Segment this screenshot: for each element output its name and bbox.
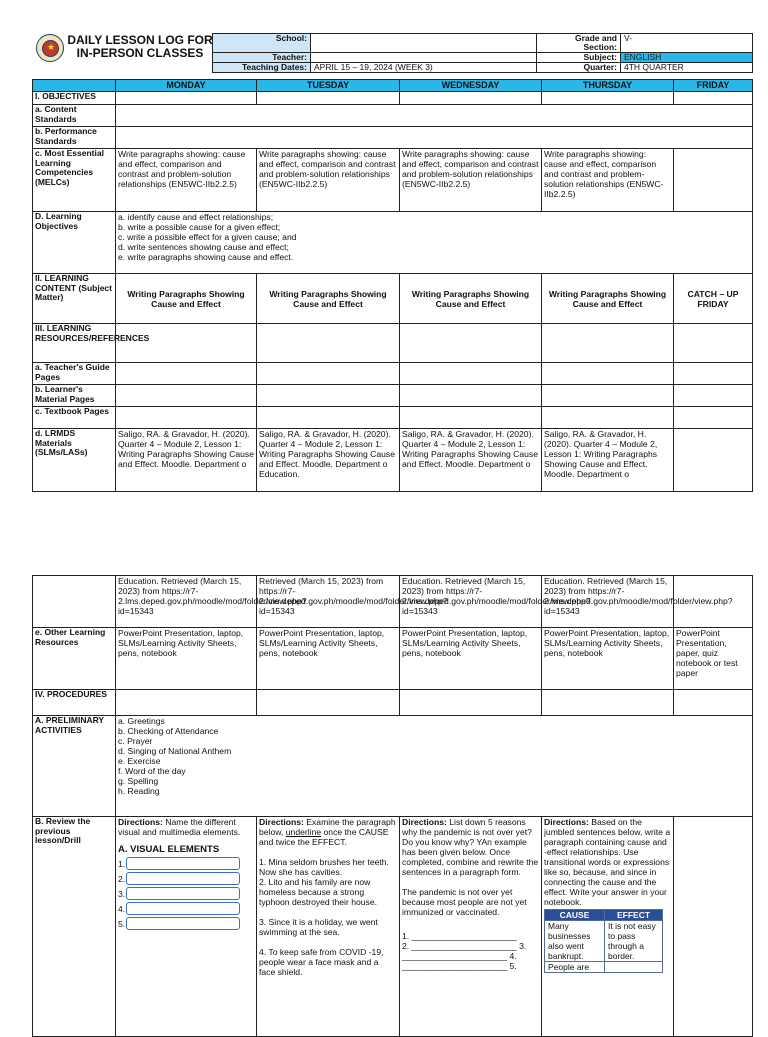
objective-item: b. write a possible cause for a given effect;	[118, 222, 281, 232]
row-label-tg-pages: a. Teacher's Guide Pages	[33, 363, 116, 385]
learning-objectives-list	[116, 212, 753, 274]
day-header-blank	[33, 80, 116, 92]
directions-label: Directions:	[402, 817, 447, 827]
topic-thursday: Writing Paragraphs Showing Cause and Effect	[542, 274, 674, 324]
tuesday-item: 1. Mina seldom brushes her teeth. Now she has cavities.	[259, 857, 389, 877]
visual-elements-heading: A. VISUAL ELEMENTS	[118, 844, 220, 855]
topic-monday: Writing Paragraphs Showing Cause and Effect	[116, 274, 257, 324]
topic-wednesday: Writing Paragraphs Showing Cause and Effect	[400, 274, 542, 324]
preliminary-activities-list	[116, 716, 753, 817]
review-friday	[674, 817, 753, 1037]
melc-tuesday: Write paragraphs showing: cause and effect, comparison and contrast and problem-solution relationships (EN5WC-IIb2.2.5)	[257, 149, 400, 212]
row-label-procedures: IV. PROCEDURES	[33, 690, 116, 716]
objective-item: d. write sentences showing cause and effect;	[118, 242, 289, 252]
row-label-learning-objectives: D. Learning Objectives	[33, 212, 116, 274]
preliminary-item: f. Word of the day	[118, 766, 186, 776]
teacher-value[interactable]	[311, 53, 537, 63]
answer-line-5: 5.	[118, 917, 254, 930]
preliminary-item: h. Reading	[118, 786, 160, 796]
tuesday-item: 3. Since it is a holiday, we went swimming at the sea.	[259, 917, 378, 937]
row-label-review: B. Review the previous lesson/Drill	[33, 817, 116, 1037]
answer-line-1: 1.	[118, 857, 254, 870]
day-header-tuesday: TUESDAY	[257, 80, 400, 92]
review-monday: Directions: Name the different visual and multimedia elements. A. VISUAL ELEMENTS 1. 2. 3. 4. 5.	[116, 817, 257, 1037]
subject-value[interactable]: ENGLISH	[621, 53, 753, 63]
grade-value[interactable]: V-	[621, 34, 753, 53]
tuesday-item: 4. To keep safe from COVID -19, people wear a face mask and a face shield.	[259, 947, 384, 977]
lrmds-cont-tuesday: Retrieved (March 15, 2023) from https://r7-2.lms.deped.gov.ph/moodle/mod/folder/view.php?id=15343	[257, 576, 400, 628]
answer-box-4[interactable]	[126, 902, 240, 915]
lrmds-thursday: Saligo, RA. & Gravador, H. (2020). Quarter 4 – Module 2, Lesson 1: Writing Paragraphs Showing Cause and Effect. Moodle. Department o	[542, 429, 674, 492]
preliminary-item: d. Singing of National Anthem	[118, 746, 232, 756]
lesson-log-table-page2	[32, 575, 753, 1037]
row-label-textbook-pages: c. Textbook Pages	[33, 407, 116, 429]
lrmds-tuesday: Saligo, RA. & Gravador, H. (2020). Quarter 4 – Module 2, Lesson 1: Writing Paragraphs Showing Cause and Effect. Moodle. Department o Education.	[257, 429, 400, 492]
preliminary-item: a. Greetings	[118, 716, 165, 726]
day-header-friday: FRIDAY	[674, 80, 753, 92]
other-resources-friday: PowerPoint Presentation, paper, quiz notebook or test paper	[674, 628, 753, 690]
blank-line[interactable]: 2. ______________________ 3.	[402, 941, 527, 951]
performance-standards-cell	[116, 127, 753, 149]
answer-box-3[interactable]	[126, 887, 240, 900]
day-header-thursday: THURSDAY	[542, 80, 674, 92]
preliminary-item: b. Checking of Attendance	[118, 726, 219, 736]
topic-tuesday: Writing Paragraphs Showing Cause and Effect	[257, 274, 400, 324]
day-header-monday: MONDAY	[116, 80, 257, 92]
melc-monday: Write paragraphs showing: cause and effect, comparison and contrast and problem-solution relationships (EN5WC-IIb2.2.5)	[116, 149, 257, 212]
other-resources-wednesday: PowerPoint Presentation, laptop, SLMs/Learning Activity Sheets, pens, notebook	[400, 628, 542, 690]
review-thursday: Directions: Based on the jumbled sentences below, write a paragraph containing cause and -effect relationships. Use transitional words or expressions like so, because, and since in connecting the cause and the effect. Write your answer in your notebook. CAUSE EFFECT Many businesses also went bankrupt. It is not easy to pass through a border. People are	[542, 817, 674, 1037]
lesson-log-table-page1	[32, 79, 753, 492]
melc-thursday: Write paragraphs showing: cause and effect, comparison and contrast and problem-solution relationships (EN5WC-IIb2.2.5)	[542, 149, 674, 212]
effect-cell: It is not easy to pass through a border.	[605, 921, 663, 962]
row-label-lm-pages: b. Learner's Material Pages	[33, 385, 116, 407]
blank-line[interactable]: 1. ______________________	[402, 931, 517, 941]
lrmds-wednesday: Saligo, RA. & Gravador, H. (2020). Quarter 4 – Module 2, Lesson 1: Writing Paragraphs Showing Cause and Effect. Moodle. Department o	[400, 429, 542, 492]
header-info-table	[212, 33, 753, 73]
directions-label: Directions:	[544, 817, 589, 827]
answer-line-2: 2.	[118, 872, 254, 885]
lrmds-cont-wednesday: Education. Retrieved (March 15, 2023) from https://r7-2.lms.deped.gov.ph/moodle/mod/folder/view.php?id=15343	[400, 576, 542, 628]
day-header-wednesday: WEDNESDAY	[400, 80, 542, 92]
row-label-content-standards: a. Content Standards	[33, 105, 116, 127]
lrmds-monday: Saligo, RA. & Gravador, H. (2020). Quarter 4 – Module 2, Lesson 1: Writing Paragraphs Showing Cause and Effect. Moodle. Department o	[116, 429, 257, 492]
grade-label: Grade and Section:	[537, 34, 621, 53]
blank-line[interactable]: ______________________ 5.	[402, 961, 517, 971]
effect-cell	[605, 962, 663, 973]
row-label-preliminary: A. PRELIMINARY ACTIVITIES	[33, 716, 116, 817]
topic-friday: CATCH – UP FRIDAY	[674, 274, 753, 324]
teacher-label: Teacher:	[213, 53, 311, 63]
dates-value[interactable]: APRIL 15 – 19, 2024 (WEEK 3)	[311, 63, 537, 73]
quarter-value[interactable]: 4TH QUARTER	[621, 63, 753, 73]
preliminary-item: g. Spelling	[118, 776, 159, 786]
quarter-label: Quarter:	[537, 63, 621, 73]
objective-item: a. identify cause and effect relationships;	[118, 212, 274, 222]
row-label-performance-standards: b. Performance Standards	[33, 127, 116, 149]
cause-cell: Many businesses also went bankrupt.	[545, 921, 605, 962]
melc-wednesday: Write paragraphs showing: cause and effect, comparison and contrast and problem-solution relationships (EN5WC-IIb2.2.5)	[400, 149, 542, 212]
answer-line-4: 4.	[118, 902, 254, 915]
review-wednesday: Directions: List down 5 reasons why the pandemic is not over yet? Do you know why? YAn example has been given below. Once completed, combine and rewrite the sentences in a paragraph form. The pandemic is not over yet because most people are not yet immunized or vaccinated. 1. ______________________ 2. ______________________ 3. ______________________ 4. ______________________ 5.	[400, 817, 542, 1037]
school-value[interactable]	[311, 34, 537, 53]
answer-line-3: 3.	[118, 887, 254, 900]
directions-label: Directions:	[118, 817, 163, 827]
row-label-learning-content: II. LEARNING CONTENT (Subject Matter)	[33, 274, 116, 324]
row-label-learning-resources: III. LEARNING RESOURCES/REFERENCES	[33, 324, 116, 363]
page-title: DAILY LESSON LOG FOR IN-PERSON CLASSES	[67, 33, 213, 60]
row-label-objectives: I. OBJECTIVES	[33, 92, 116, 105]
other-resources-monday: PowerPoint Presentation, laptop, SLMs/Learning Activity Sheets, pens, notebook	[116, 628, 257, 690]
effect-header: EFFECT	[605, 910, 663, 921]
other-resources-thursday: PowerPoint Presentation, laptop, SLMs/Learning Activity Sheets, pens, notebook	[542, 628, 674, 690]
answer-box-2[interactable]	[126, 872, 240, 885]
objective-item: c. write a possible effect for a given cause; and	[118, 232, 297, 242]
cause-effect-table	[544, 909, 663, 973]
cause-header: CAUSE	[545, 910, 605, 921]
lrmds-cont-thursday: Education. Retrieved (March 15, 2023) from https://r7-2.lms.deped.gov.ph/moodle/mod/folder/view.php?id=15343	[542, 576, 674, 628]
tuesday-item: 2. Lito and his family are now homeless because a strong typhoon destroyed their house.	[259, 877, 378, 907]
answer-box-5[interactable]	[126, 917, 240, 930]
review-tuesday: Directions: Examine the paragraph below, underline once the CAUSE and twice the EFFECT. 1. Mina seldom brushes her teeth. Now she has cavities. 2. Lito and his family are now homeless because a strong typhoon destroyed their house. 3. Since it is a holiday, we went swimming at the sea. 4. To keep safe from COVID -19, people wear a face mask and a face shield.	[257, 817, 400, 1037]
answer-box-1[interactable]	[126, 857, 240, 870]
row-label-lrmds: d. LRMDS Materials (SLMs/LASs)	[33, 429, 116, 492]
preliminary-item: c. Prayer	[118, 736, 153, 746]
lrmds-cont-monday: Education. Retrieved (March 15, 2023) from https://r7-2.lms.deped.gov.ph/moodle/mod/folder/view.php?id=15343	[116, 576, 257, 628]
other-resources-tuesday: PowerPoint Presentation, laptop, SLMs/Learning Activity Sheets, pens, notebook	[257, 628, 400, 690]
row-label-melcs: c. Most Essential Learning Competencies (MELCs)	[33, 149, 116, 212]
content-standards-cell	[116, 105, 753, 127]
school-label: School:	[213, 34, 311, 53]
wednesday-example: The pandemic is not over yet because most people are not yet immunized or vaccinated.	[402, 887, 527, 917]
row-label-other-resources: e. Other Learning Resources	[33, 628, 116, 690]
preliminary-item: e. Exercise	[118, 756, 161, 766]
dates-label: Teaching Dates:	[213, 63, 311, 73]
deped-seal-logo: ★	[36, 34, 64, 62]
blank-line[interactable]: ______________________ 4.	[402, 951, 517, 961]
directions-label: Directions:	[259, 817, 304, 827]
subject-label: Subject:	[537, 53, 621, 63]
objective-item: e. write paragraphs showing cause and effect.	[118, 252, 294, 262]
cause-cell: People are	[545, 962, 605, 973]
